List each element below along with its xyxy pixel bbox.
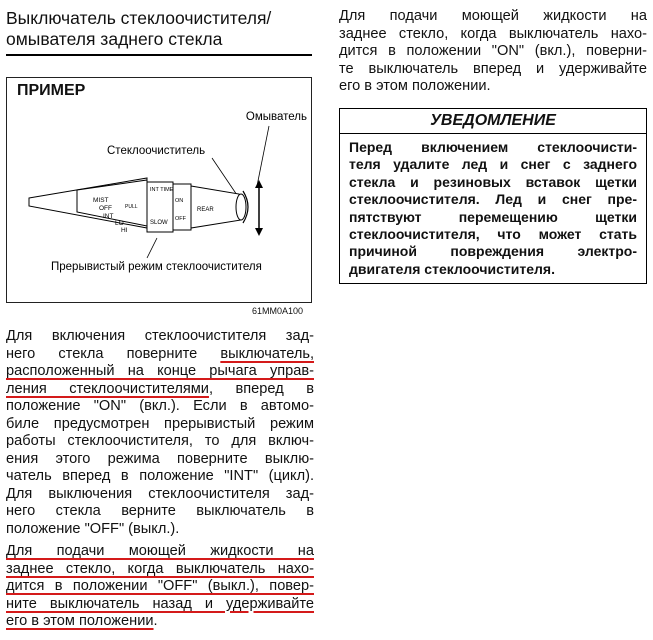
sw-int-time: INT TIME bbox=[150, 187, 174, 193]
sw-rear-on: ON bbox=[175, 198, 184, 204]
label-washer: Омыватель bbox=[245, 111, 307, 123]
sw-hi: HI bbox=[121, 227, 128, 234]
sw-rear-off: OFF bbox=[175, 216, 186, 222]
paragraph-washer-on: Для подачи моющей жидкости на заднее стекло, когда выключатель нахо- дится в положении "ON" (вкл.), поверни- те выключатель вперед и удерживайте его в этом положении. bbox=[339, 8, 647, 94]
notice-box bbox=[339, 108, 647, 284]
paragraph-washer-off: Для подачи моющей жидкости на заднее стекло, когда выключатель нахо- дится в положении "OFF" (выкл.), повер- ните выключатель назад и удерживайте его в этом положении. bbox=[6, 543, 314, 629]
figure-title: ПРИМЕР bbox=[17, 82, 86, 99]
arrow-down-icon bbox=[255, 228, 263, 236]
heading-underline bbox=[6, 54, 312, 56]
label-wiper: Стеклоочиститель bbox=[107, 145, 206, 157]
rear-wiper-ring bbox=[173, 184, 191, 230]
paragraph-wiper-on: Для включения стеклоочистителя зад- него стекла поверните выключатель, расположенный на конце рычага управ- ления стеклоочистителями, вперед в положение "ON" (вкл.). Если в автомо- биле предусмотрен прерывистый режим работы стеклоочистителя, то для включ- ения этого режима поверните выклю- чатель вперед в положение "INT" (цикл). Для выключения стеклоочистителя зад- него стекла верните выключатель в положение "OFF" (выкл.). bbox=[6, 328, 314, 537]
example-figure bbox=[6, 77, 312, 303]
sw-off: OFF bbox=[99, 205, 112, 212]
heading-line-1: Выключатель стеклоочистителя/ bbox=[6, 8, 272, 28]
switch-end bbox=[236, 194, 246, 220]
heading-line-2: омывателя заднего стекла bbox=[6, 29, 223, 49]
notice-body: Перед включением стеклоочисти- теля удалите лед и снег с заднего стекла и резиновых вставок щетки стеклоочистителя. Лед и снег пре- пятствуют перемещению щетки стеклоочистителя, что может стать причиной повреждения электро- двигателя стеклоочистителя. bbox=[349, 139, 637, 277]
section-heading bbox=[6, 8, 312, 50]
leader-intermittent bbox=[147, 238, 157, 258]
figure-code: 61MM0A100 bbox=[252, 306, 304, 316]
sw-int: INT bbox=[103, 213, 114, 220]
sw-rear: REAR bbox=[197, 207, 214, 213]
sw-pull: PULL bbox=[125, 204, 138, 210]
leader-washer bbox=[257, 126, 269, 186]
arrow-up-icon bbox=[255, 180, 263, 188]
sw-mist: MIST bbox=[93, 197, 109, 204]
notice-title: УВЕДОМЛЕНИЕ bbox=[340, 109, 646, 134]
label-intermittent: Прерывистый режим стеклоочистителя bbox=[51, 261, 262, 273]
sw-lo: LO bbox=[115, 220, 124, 227]
wiper-switch-illustration bbox=[7, 78, 311, 302]
sw-slow: SLOW bbox=[150, 220, 168, 226]
